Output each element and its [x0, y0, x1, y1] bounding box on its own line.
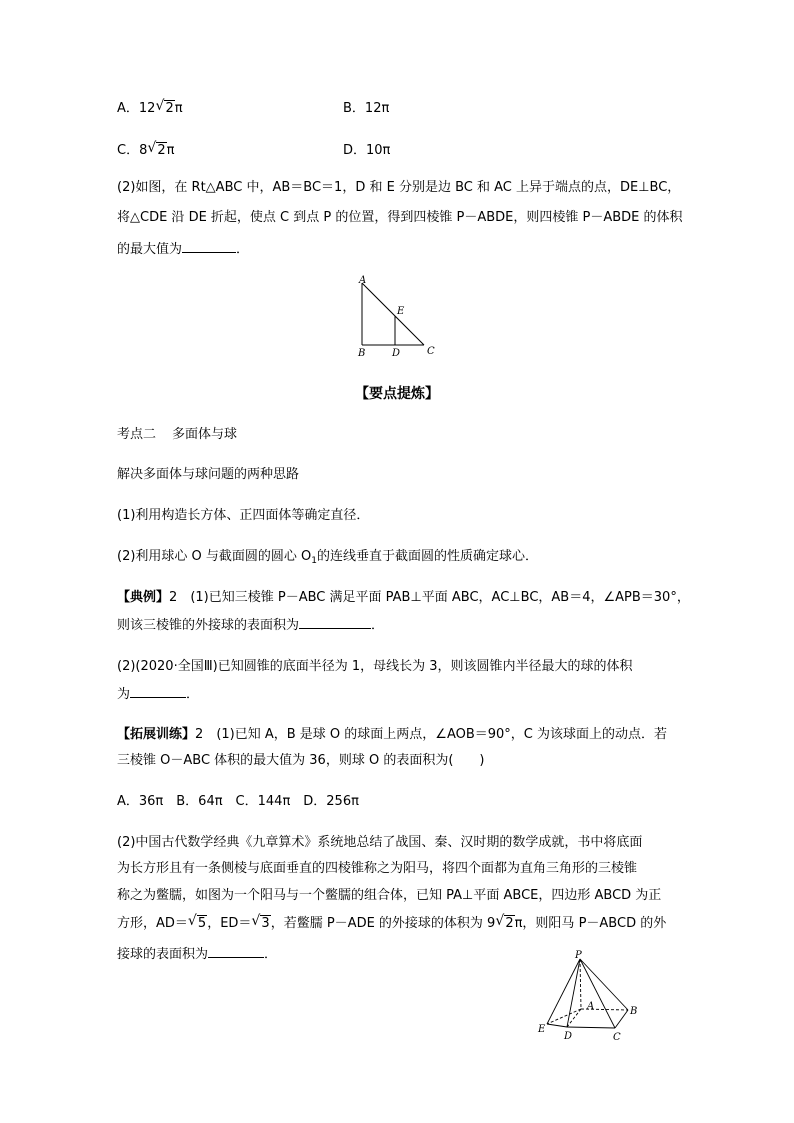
- example-line2: 则该三棱锥的外接球的表面积为 ．: [117, 618, 385, 633]
- answer-blank: [299, 616, 371, 629]
- training-line2: 三棱锥 O－ABC 体积的最大值为 36，则球 O 的表面积为( ): [117, 753, 485, 768]
- training-choices: A．36π B．64π C．144π D．256π: [117, 794, 359, 809]
- method-intro: 解决多面体与球问题的两种思路: [117, 467, 300, 482]
- label-B: B: [358, 348, 366, 359]
- example-line4: 为 ．: [117, 687, 200, 702]
- method-1: (1)利用构造长方体、正四面体等确定直径．: [117, 508, 370, 523]
- answer-blank: [130, 685, 186, 698]
- label-D: D: [392, 348, 401, 359]
- choice-b: B．12π: [343, 101, 390, 116]
- method-2: (2)利用球心 O 与截面圆的圆心 $O_1$的连线垂直于截面圆的性质确定球心．: [117, 549, 539, 566]
- training-p2-line3: 称之为鳖臑，如图为一个阳马与一个鳖臑的组合体，已知 PA⊥平面 ABCE，四边形 ABCD 为正: [117, 888, 662, 903]
- training-p2-line1: (2)中国古代数学经典《九章算术》系统地总结了战国、秦、汉时期的数学成就，书中将底面: [117, 835, 643, 850]
- label-A: A: [587, 1001, 595, 1012]
- triangle-figure: [352, 274, 442, 360]
- training-line1: 【拓展训练】2 (1)已知 A，B 是球 O 的球面上两点，∠AOB＝90°，C 为该球面上的动点．若: [117, 727, 668, 742]
- label-P: P: [575, 950, 582, 961]
- pyramid-figure: [533, 948, 643, 1044]
- example-line1: 【典例】2 (1)已知三棱锥 P－ABC 满足平面 PAB⊥平面 ABC，AC⊥BC，AB＝4，∠APB＝30°，: [117, 590, 690, 605]
- example-line3: (2)(2020·全国Ⅲ)已知圆锥的底面半径为 1，母线长为 3，则该圆锥内半径最大的球的体积: [117, 659, 633, 674]
- sqrt-symbol: √ 5: [187, 913, 207, 931]
- problem2-line1: (2)如图，在 Rt△ABC 中，AB＝BC＝1，D 和 E 分别是边 BC 和 AC 上异于端点的点，DE⊥BC，: [117, 180, 681, 195]
- training-tag: 【拓展训练】: [117, 727, 196, 742]
- label-A: A: [359, 275, 367, 286]
- label-C: C: [613, 1032, 621, 1043]
- sqrt-symbol: √ 2: [155, 98, 174, 116]
- choice-d: D．10π: [343, 143, 391, 158]
- problem2-line3: 的最大值为 ．: [117, 242, 250, 257]
- choice-a: A．12 √ 2π: [117, 98, 183, 116]
- label-B: B: [630, 1006, 638, 1017]
- label-C: C: [427, 346, 435, 357]
- kaodian-line: 考点二 多面体与球: [117, 427, 238, 442]
- training-p2-line4: 方形，AD＝ √ 5，ED＝ √ 3，若鳖臑 P－ADE 的外接球的体积为 9 √ 2π，则阳马 P－ABCD 的外: [117, 913, 667, 931]
- label-D: D: [564, 1031, 573, 1042]
- answer-blank: [182, 240, 236, 253]
- training-p2-line5: 接球的表面积为 ．: [117, 947, 278, 962]
- example-tag: 【典例】: [117, 590, 170, 605]
- problem2-line2: 将△CDE 沿 DE 折起，使点 C 到点 P 的位置，得到四棱锥 P－ABDE，则四棱锥 P－ABDE 的体积: [117, 210, 683, 225]
- label-E: E: [538, 1024, 546, 1035]
- label-E: E: [397, 306, 405, 317]
- sqrt-symbol: √ 3: [251, 913, 270, 931]
- training-p2-line2: 为长方形且有一条侧棱与底面垂直的四棱锥称之为阳马，将四个面都为直角三角形的三棱锥: [117, 861, 638, 876]
- sqrt-symbol: √ 2: [147, 140, 166, 158]
- choice-c: C．8 √ 2π: [117, 140, 175, 158]
- section-heading: 【要点提炼】: [355, 386, 439, 402]
- answer-blank: [208, 945, 264, 958]
- sqrt-symbol: √ 2: [495, 913, 514, 931]
